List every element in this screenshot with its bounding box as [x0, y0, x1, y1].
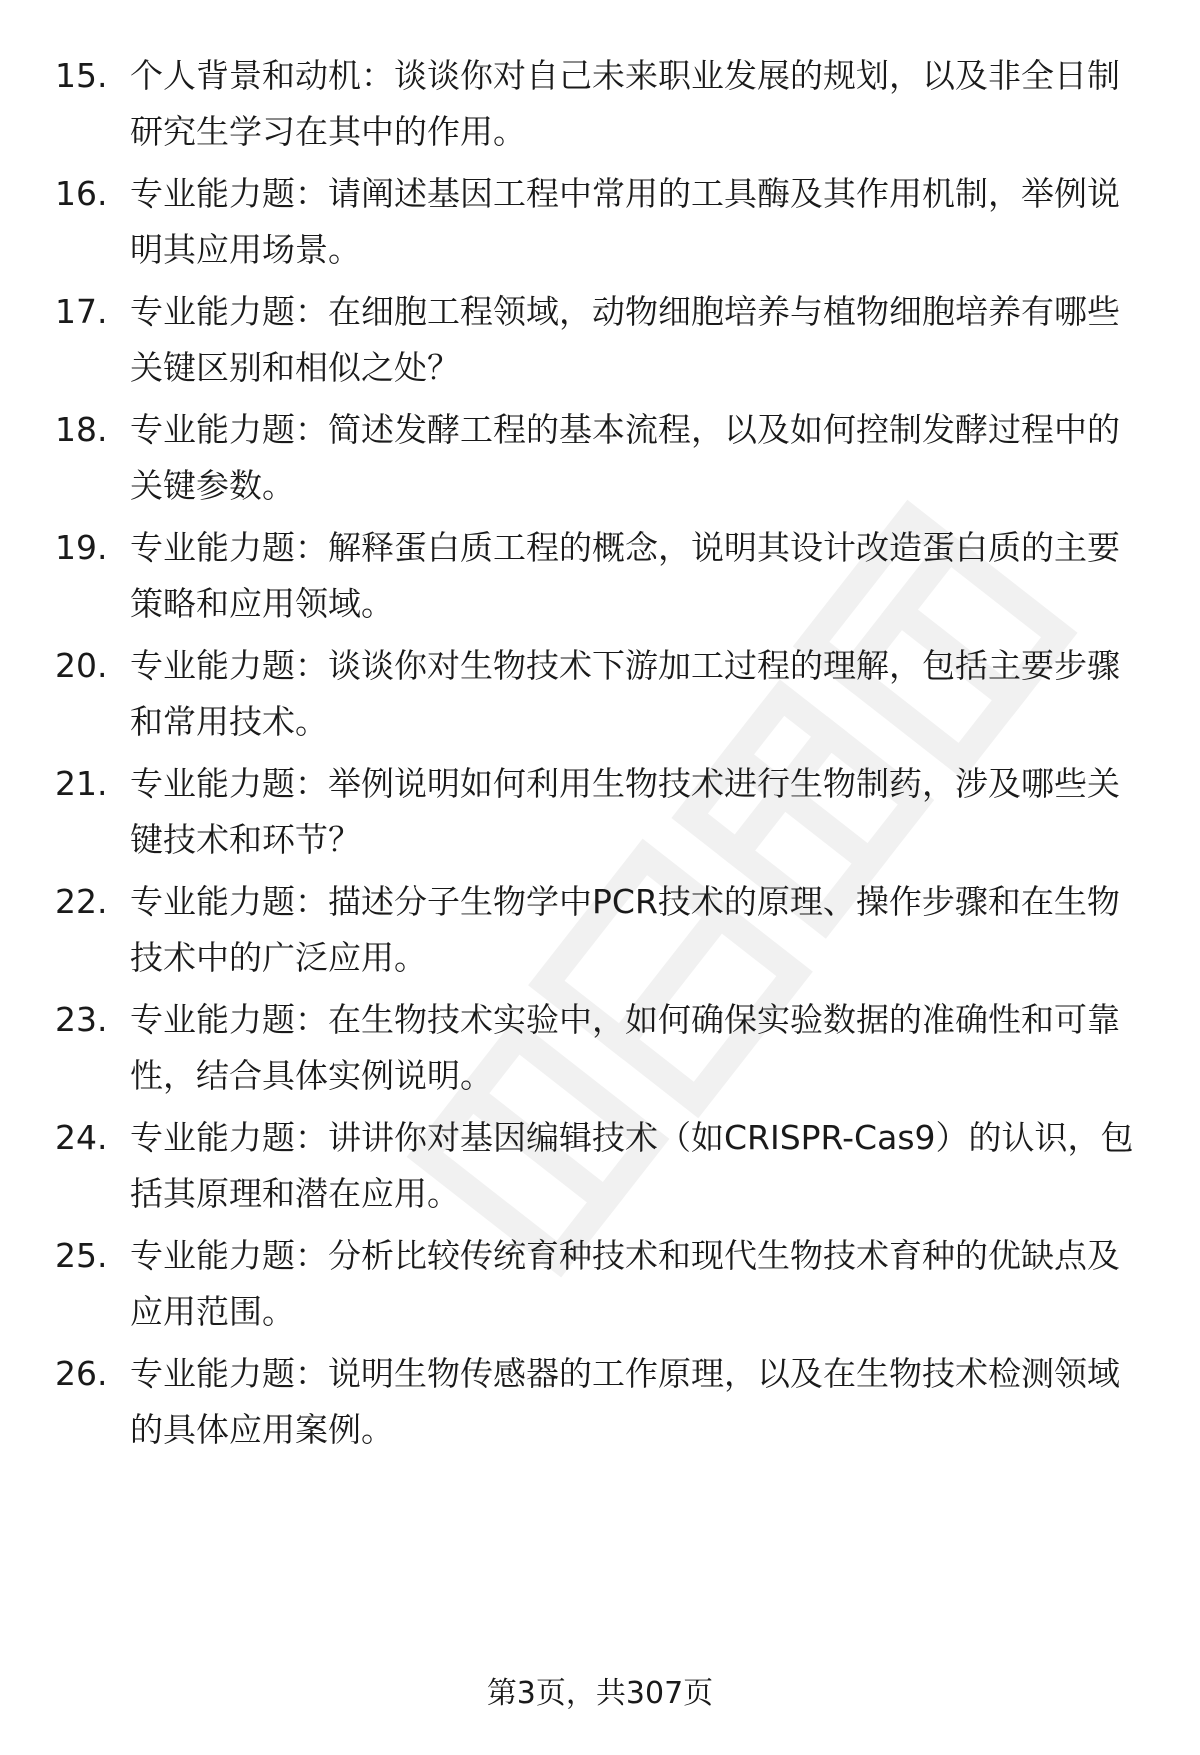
question-text: 专业能力题：解释蛋白质工程的概念，说明其设计改造蛋白质的主要策略和应用领域。	[130, 528, 1120, 623]
question-item	[55, 874, 1145, 986]
page-indicator: 第3页，共307页	[486, 1676, 714, 1711]
question-text: 专业能力题：在生物技术实验中，如何确保实验数据的准确性和可靠性，结合具体实例说明。	[130, 1000, 1120, 1095]
question-number: 18.	[55, 410, 108, 449]
question-text: 个人背景和动机：谈谈你对自己未来职业发展的规划，以及非全日制研究生学习在其中的作用。	[130, 56, 1120, 151]
question-number: 22.	[55, 882, 108, 921]
question-text: 专业能力题：在细胞工程领域，动物细胞培养与植物细胞培养有哪些关键区别和相似之处？	[130, 292, 1120, 387]
question-number: 20.	[55, 646, 108, 685]
question-item	[55, 166, 1145, 278]
question-item	[55, 756, 1145, 868]
question-item	[55, 1228, 1145, 1340]
question-item	[55, 402, 1145, 514]
question-text: 专业能力题：描述分子生物学中PCR技术的原理、操作步骤和在生物技术中的广泛应用。	[130, 882, 1120, 977]
question-text: 专业能力题：举例说明如何利用生物技术进行生物制药，涉及哪些关键技术和环节？	[130, 764, 1120, 859]
question-text: 专业能力题：说明生物传感器的工作原理，以及在生物技术检测领域的具体应用案例。	[130, 1354, 1120, 1449]
question-text: 专业能力题：谈谈你对生物技术下游加工过程的理解，包括主要步骤和常用技术。	[130, 646, 1120, 741]
question-number: 19.	[55, 528, 108, 567]
question-text: 专业能力题：简述发酵工程的基本流程，以及如何控制发酵过程中的关键参数。	[130, 410, 1120, 505]
question-number: 25.	[55, 1236, 108, 1275]
question-text: 专业能力题：分析比较传统育种技术和现代生物技术育种的优缺点及应用范围。	[130, 1236, 1120, 1331]
question-item	[55, 520, 1145, 632]
question-number: 16.	[55, 174, 108, 213]
question-number: 26.	[55, 1354, 108, 1393]
question-number: 15.	[55, 56, 108, 95]
question-item	[55, 284, 1145, 396]
question-item	[55, 992, 1145, 1104]
question-item	[55, 1110, 1145, 1222]
question-number: 23.	[55, 1000, 108, 1039]
question-text: 专业能力题：讲讲你对基因编辑技术（如CRISPR-Cas9）的认识，包括其原理和潜在应用。	[130, 1118, 1134, 1213]
question-item	[55, 48, 1145, 160]
question-number: 17.	[55, 292, 108, 331]
question-text: 专业能力题：请阐述基因工程中常用的工具酶及其作用机制，举例说明其应用场景。	[130, 174, 1120, 269]
question-item	[55, 1346, 1145, 1458]
question-number: 21.	[55, 764, 108, 803]
question-item	[55, 638, 1145, 750]
question-number: 24.	[55, 1118, 108, 1157]
